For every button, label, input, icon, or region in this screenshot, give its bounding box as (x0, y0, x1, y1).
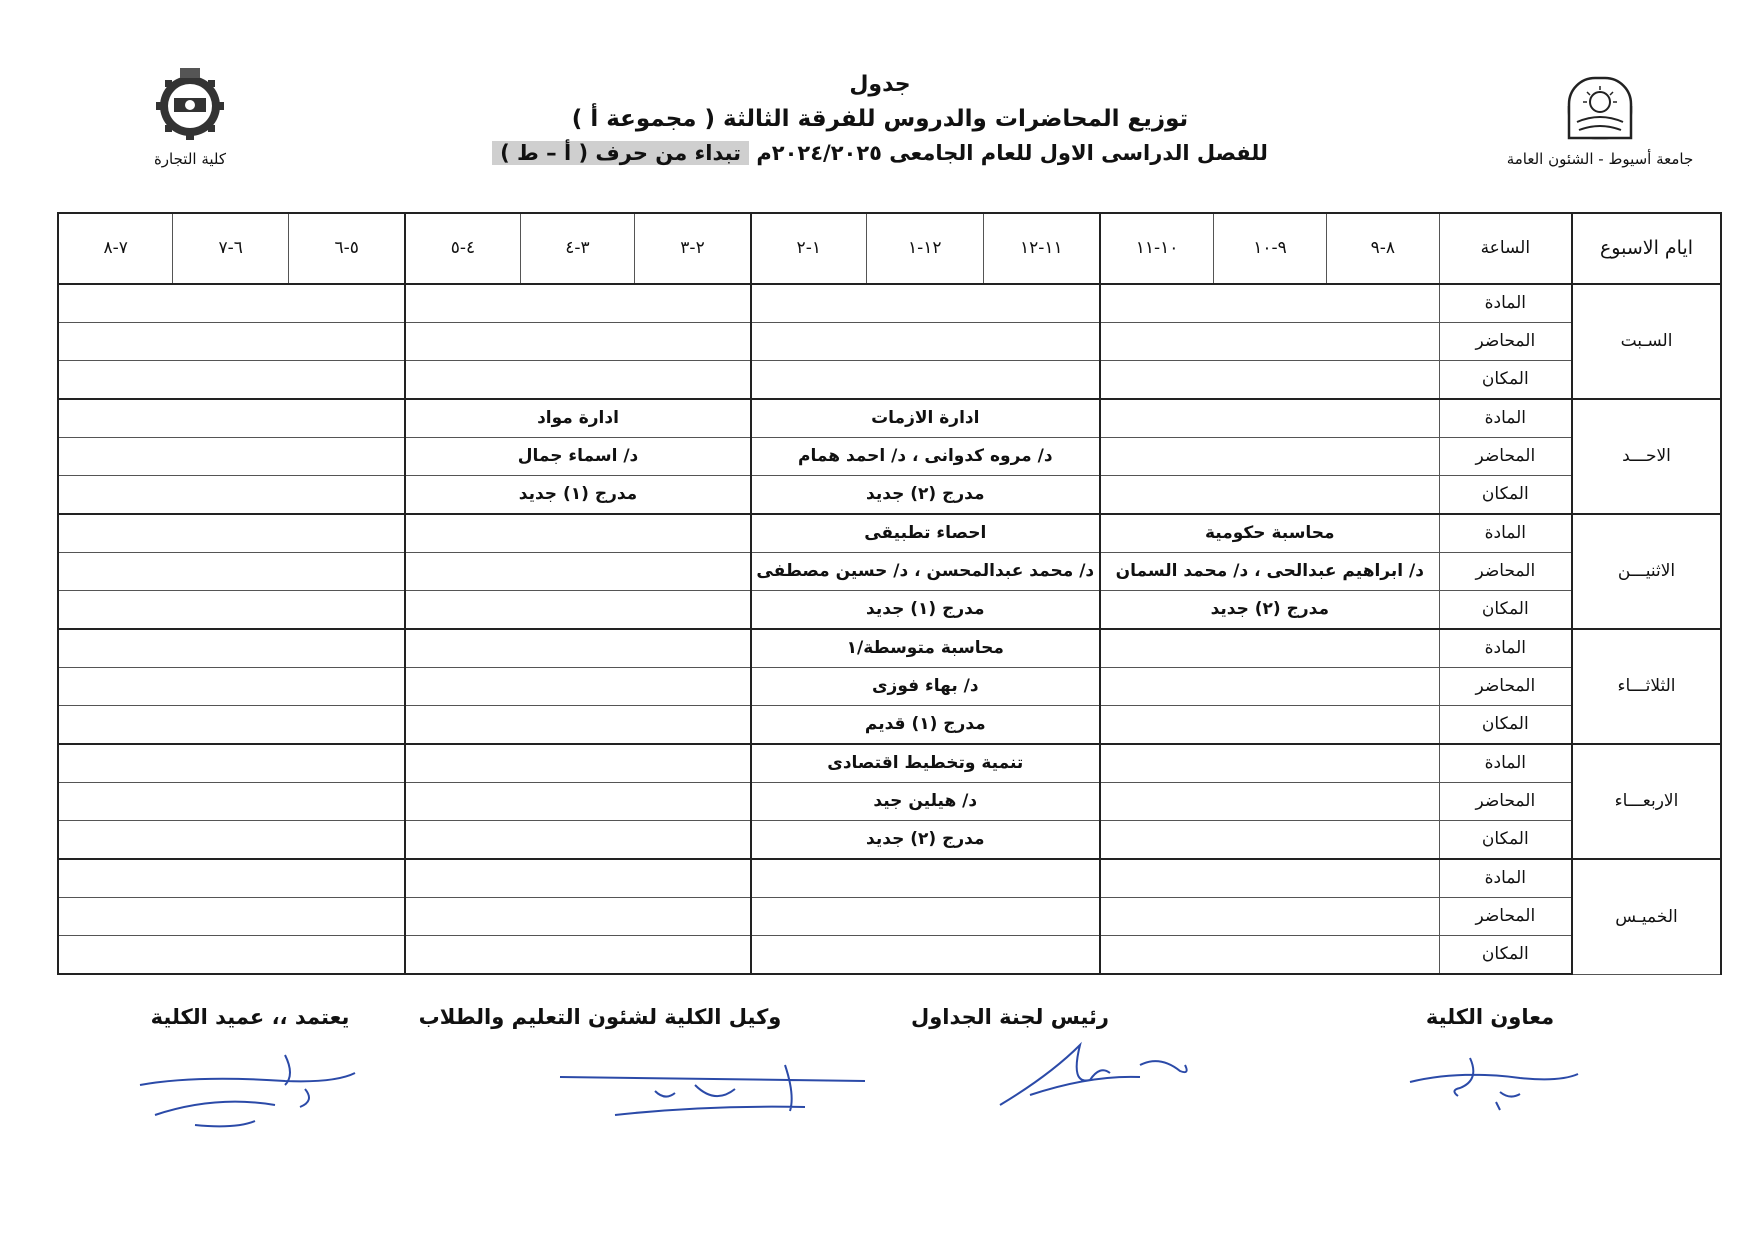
subject-cell (405, 629, 750, 668)
document-header (350, 68, 1410, 170)
faculty-caption: كلية التجارة (153, 150, 227, 168)
subject-cell (58, 514, 405, 553)
time-slot-header: ٦-٧ (173, 213, 289, 284)
lecturer-cell: د/ ابراهيم عبدالحى ، د/ محمد السمان (1100, 552, 1439, 590)
place-cell (751, 360, 1100, 399)
day-row (58, 360, 1721, 399)
place-cell (405, 820, 750, 859)
university-caption: جامعة أسيوط - الشئون العامة (1506, 150, 1694, 168)
term-line (350, 136, 1410, 170)
university-seal-icon (1563, 72, 1637, 142)
letters-note: تبداء من حرف ( أ – ط ) (492, 141, 749, 165)
signature-assistant (1280, 1005, 1700, 1029)
day-row (58, 820, 1721, 859)
subject-cell: محاسبة متوسطة/١ (751, 629, 1100, 668)
day-row (58, 705, 1721, 744)
row-label-cell: المكان (1439, 820, 1572, 859)
day-row (58, 667, 1721, 705)
place-cell (405, 935, 750, 974)
place-cell (1100, 475, 1439, 514)
time-slot-header: ١١-١٢ (983, 213, 1100, 284)
place-cell: مدرج (١) جديد (751, 590, 1100, 629)
day-row (58, 475, 1721, 514)
subject-cell (405, 859, 750, 898)
header-row (58, 213, 1721, 284)
row-label-cell: المادة (1439, 629, 1572, 668)
day-name-cell: الخميـس (1572, 859, 1721, 974)
time-slot-header: ٨-٩ (1326, 213, 1439, 284)
subject-cell: ادارة مواد (405, 399, 750, 438)
day-row (58, 859, 1721, 898)
subject-cell (405, 514, 750, 553)
subject-cell (58, 629, 405, 668)
day-name-cell: الثلاثـــاء (1572, 629, 1721, 744)
subject-cell (405, 284, 750, 323)
lecturer-cell (58, 437, 405, 475)
day-row (58, 322, 1721, 360)
subject-cell (58, 284, 405, 323)
place-cell: مدرج (١) جديد (405, 475, 750, 514)
day-row (58, 284, 1721, 323)
lecturer-cell (58, 322, 405, 360)
row-label-cell: المحاضر (1439, 552, 1572, 590)
day-row (58, 897, 1721, 935)
time-slot-header: ١٠-١١ (1100, 213, 1214, 284)
day-row (58, 437, 1721, 475)
time-slot-header: ١-٢ (751, 213, 867, 284)
lecturer-cell (58, 667, 405, 705)
day-name-cell: السـبت (1572, 284, 1721, 399)
lecturer-cell (405, 552, 750, 590)
dean-signature-scribble (135, 1045, 365, 1135)
row-label-cell: المحاضر (1439, 322, 1572, 360)
committee-signature-scribble (990, 1035, 1210, 1115)
lecturer-cell (405, 897, 750, 935)
row-label-cell: المادة (1439, 284, 1572, 323)
time-slot-header: ٧-٨ (58, 213, 173, 284)
lecturer-cell: د/ مروه كدوانى ، د/ احمد همام (751, 437, 1100, 475)
subject-cell (1100, 399, 1439, 438)
assistant-title: معاون الكلية (1425, 1005, 1555, 1029)
lecturer-cell (405, 667, 750, 705)
vice-dean-title: وكيل الكلية لشئون التعليم والطلاب (418, 1005, 782, 1029)
lecturer-cell (1100, 437, 1439, 475)
subject-cell (1100, 744, 1439, 783)
subject-cell (58, 744, 405, 783)
day-row (58, 629, 1721, 668)
place-cell: مدرج (١) قديم (751, 705, 1100, 744)
place-cell (405, 705, 750, 744)
signature-committee-head (800, 1005, 1220, 1029)
lecturer-cell (405, 322, 750, 360)
time-slot-header: ٣-٤ (520, 213, 635, 284)
committee-head-title: رئيس لجنة الجداول (910, 1005, 1109, 1029)
day-row (58, 744, 1721, 783)
place-cell (58, 360, 405, 399)
subject-cell (1100, 629, 1439, 668)
place-cell (58, 475, 405, 514)
place-cell (405, 360, 750, 399)
dean-title: يعتمد ،، عميد الكلية (150, 1005, 350, 1029)
place-cell (1100, 935, 1439, 974)
row-label-cell: المحاضر (1439, 897, 1572, 935)
schedule-table (57, 212, 1722, 975)
vice-dean-signature-scribble (555, 1045, 875, 1125)
corner-cell: ايام الاسبوع (1572, 213, 1721, 284)
time-slot-header: ٩-١٠ (1214, 213, 1327, 284)
row-label-cell: المكان (1439, 590, 1572, 629)
lecturer-cell (58, 552, 405, 590)
place-cell (405, 590, 750, 629)
subject-cell (58, 399, 405, 438)
lecturer-cell (751, 322, 1100, 360)
row-label-cell: المحاضر (1439, 782, 1572, 820)
day-name-cell: الاحـــد (1572, 399, 1721, 514)
lecturer-cell: د/ محمد عبدالمحسن ، د/ حسين مصطفى (751, 552, 1100, 590)
subject-cell (405, 744, 750, 783)
day-name-cell: الاربعـــاء (1572, 744, 1721, 859)
lecturer-cell (751, 897, 1100, 935)
assistant-signature-scribble (1400, 1040, 1590, 1120)
subject-cell (751, 859, 1100, 898)
hour-label-cell: الساعة (1439, 213, 1572, 284)
row-label-cell: المادة (1439, 514, 1572, 553)
subject-cell: محاسبة حكومية (1100, 514, 1439, 553)
lecturer-cell (405, 782, 750, 820)
doc-title: جدول (849, 72, 911, 97)
lecturer-cell: د/ هيلين جيد (751, 782, 1100, 820)
lecturer-cell (1100, 667, 1439, 705)
lecturer-cell: د/ اسماء جمال (405, 437, 750, 475)
signature-dean (40, 1005, 460, 1029)
place-cell (1100, 360, 1439, 399)
lecturer-cell (58, 782, 405, 820)
place-cell: مدرج (٢) جديد (751, 820, 1100, 859)
row-label-cell: المحاضر (1439, 667, 1572, 705)
subject-cell: احصاء تطبيقى (751, 514, 1100, 553)
place-cell (58, 820, 405, 859)
day-row (58, 552, 1721, 590)
place-cell (58, 590, 405, 629)
row-label-cell: المكان (1439, 705, 1572, 744)
row-label-cell: المادة (1439, 744, 1572, 783)
subject-cell (1100, 284, 1439, 323)
time-slot-header: ٤-٥ (405, 213, 520, 284)
lecturer-cell (1100, 322, 1439, 360)
time-slot-header: ٥-٦ (289, 213, 406, 284)
place-cell: مدرج (٢) جديد (1100, 590, 1439, 629)
day-row (58, 590, 1721, 629)
day-row (58, 782, 1721, 820)
faculty-logo-block (90, 66, 290, 168)
place-cell (751, 935, 1100, 974)
time-slot-header: ١٢-١ (866, 213, 983, 284)
row-label-cell: المادة (1439, 859, 1572, 898)
lecturer-cell: د/ بهاء فوزى (751, 667, 1100, 705)
subject-cell (751, 284, 1100, 323)
subject-cell: ادارة الازمات (751, 399, 1100, 438)
place-cell (1100, 820, 1439, 859)
lecturer-cell (1100, 782, 1439, 820)
place-cell: مدرج (٢) جديد (751, 475, 1100, 514)
subject-cell: تنمية وتخطيط اقتصادى (751, 744, 1100, 783)
day-row (58, 935, 1721, 974)
term-text: للفصل الدراسى الاول للعام الجامعى ٢٠٢٤/٢٠٢٥م (756, 141, 1268, 165)
day-name-cell: الاثنيـــن (1572, 514, 1721, 629)
place-cell (58, 935, 405, 974)
row-label-cell: المادة (1439, 399, 1572, 438)
lecturer-cell (58, 897, 405, 935)
row-label-cell: المكان (1439, 360, 1572, 399)
subject-cell (58, 859, 405, 898)
row-label-cell: المكان (1439, 935, 1572, 974)
place-cell (1100, 705, 1439, 744)
faculty-gear-emblem-icon (147, 66, 233, 142)
row-label-cell: المكان (1439, 475, 1572, 514)
day-row (58, 399, 1721, 438)
place-cell (58, 705, 405, 744)
time-slot-header: ٢-٣ (635, 213, 751, 284)
university-logo-block (1470, 72, 1730, 168)
lecturer-cell (1100, 897, 1439, 935)
subject-cell (1100, 859, 1439, 898)
row-label-cell: المحاضر (1439, 437, 1572, 475)
day-row (58, 514, 1721, 553)
doc-subtitle: توزيع المحاضرات والدروس للفرقة الثالثة ( مجموعة أ ) (571, 106, 1189, 132)
